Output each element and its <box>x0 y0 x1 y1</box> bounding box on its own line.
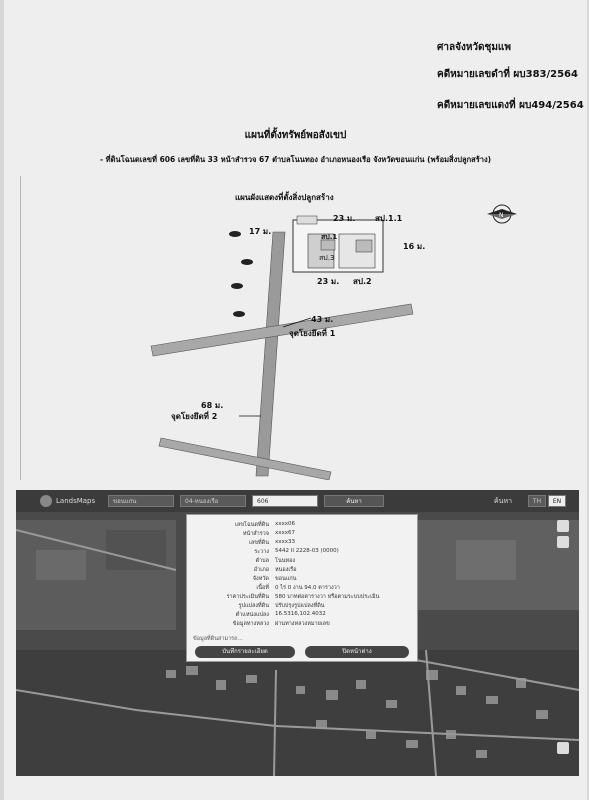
red-case-number: คดีหมายเลขแดงที่ ผบ494/2564 <box>437 100 584 111</box>
popup-row-value: โนนทอง <box>275 558 296 564</box>
popup-row-value: หนองเรือ <box>275 567 297 573</box>
bldg-3-label: สป.3 <box>319 254 335 262</box>
zoom-icon[interactable] <box>557 742 569 754</box>
parcel-info-popup <box>186 514 418 662</box>
svg-text:N: N <box>499 212 504 219</box>
dim-bottom-label: 23 ม. <box>317 277 340 286</box>
road-main <box>256 232 285 476</box>
bldg-2-label: สป.2 <box>353 277 372 286</box>
close-popup-button[interactable]: ปิดหน้าต่าง <box>305 646 409 658</box>
popup-row-value: 580 บาทต่อตารางวา หรือตามระบบประเมิน <box>275 594 380 600</box>
search-button[interactable]: ค้นหา <box>324 495 384 507</box>
bldg-1-1-label: สป.1.1 <box>375 214 403 223</box>
document-page <box>4 0 587 800</box>
north-arrow-icon <box>487 205 517 223</box>
dim-left-label: 17 ม. <box>249 227 272 236</box>
district-select[interactable]: 04-หนองเรือ <box>180 495 246 507</box>
reference-point-2-label: จุดโยงยึดที่ 2 <box>171 412 218 421</box>
layers-icon[interactable] <box>557 520 569 532</box>
dim-top-label: 23 ม. <box>333 214 356 223</box>
distance-1-label: 43 ม. <box>311 315 334 324</box>
popup-row-value: ปรับปรุงรูปแปลงที่ดิน <box>275 603 325 609</box>
land-plot <box>293 216 383 272</box>
popup-row-value: 0 ไร่ 0 งาน 94.0 ตารางวา <box>275 585 340 591</box>
app-toolbar <box>16 490 579 512</box>
popup-row <box>187 620 417 631</box>
car-icon <box>231 283 243 289</box>
popup-row-key: ราคาประเมินที่ดิน <box>226 594 269 600</box>
popup-note: ข้อมูลที่ดินสามารถ... <box>193 636 243 642</box>
popup-row-key: ข้อมูลทางหลวง <box>232 621 269 627</box>
popup-row-key: เลขที่ดิน <box>249 540 269 546</box>
landsmaps-screenshot <box>16 490 579 776</box>
car-icon <box>229 231 241 237</box>
location-sketch-map <box>20 176 582 480</box>
deed-number-input[interactable]: 606 <box>252 495 318 507</box>
road-cross-2 <box>159 438 331 480</box>
popup-row-value: 5442 II 2228-03 (0000) <box>275 548 339 554</box>
reference-point-1-label: จุดโยงยึดที่ 1 <box>289 329 336 338</box>
lang-th-button[interactable]: TH <box>528 495 546 507</box>
lang-en-button[interactable]: EN <box>548 495 566 507</box>
road-cross-1 <box>151 304 413 356</box>
province-select[interactable]: ขอนแก่น <box>108 495 174 507</box>
document-subtitle: - ที่ดินโฉนดเลขที่ 606 เลขที่ดิน 33 หน้าสำรวจ 67 ตำบลโนนทอง อำเภอหนองเรือ จังหวัดขอนแก่น (พร้อมสิ่งปลูกสร้าง) <box>99 155 492 164</box>
popup-row-key: ตำแหน่งแปลง <box>235 612 269 618</box>
popup-row-value: xxxx67 <box>275 530 296 536</box>
popup-row-key: ตำบล <box>255 558 269 564</box>
popup-row-value: xxxx06 <box>275 521 296 527</box>
popup-row-value: ขอนแก่น <box>275 576 297 582</box>
popup-row-value: xxxx33 <box>275 539 296 545</box>
document-title: แผนที่ตั้งทรัพย์พอสังเขป <box>244 130 347 141</box>
popup-row-key: เนื้อที่ <box>256 585 269 591</box>
locate-icon[interactable] <box>557 536 569 548</box>
popup-row-key: เลขโฉนดที่ดิน <box>235 522 269 528</box>
court-name: ศาลจังหวัดชุมแพ <box>437 42 511 53</box>
black-case-number: คดีหมายเลขดำที่ ผบ383/2564 <box>437 69 578 80</box>
save-details-button[interactable]: บันทึกรายละเอียด <box>195 646 295 658</box>
car-icon <box>241 259 253 265</box>
app-name: LandsMaps <box>56 497 96 505</box>
popup-row-key: ระวาง <box>254 549 269 555</box>
popup-row-key: จังหวัด <box>252 576 269 582</box>
map-heading: แผนผังแสดงที่ตั้งสิ่งปลูกสร้าง <box>235 193 334 202</box>
distance-2-label: 68 ม. <box>201 401 224 410</box>
dim-right-label: 16 ม. <box>403 242 426 251</box>
car-icon <box>233 311 245 317</box>
user-menu[interactable]: ค้นหา <box>494 497 513 505</box>
popup-row-key: หน้าสำรวจ <box>242 531 269 537</box>
popup-row-value: ผ่านทางหลวงหมายเลข <box>275 621 330 627</box>
popup-row-key: รูปแปลงที่ดิน <box>238 603 269 609</box>
popup-row-value: 16.5316,102.4032 <box>275 611 326 617</box>
app-logo-icon <box>40 495 52 507</box>
bldg-1-label: สป.1 <box>321 233 338 241</box>
popup-row-key: อำเภอ <box>253 567 269 573</box>
